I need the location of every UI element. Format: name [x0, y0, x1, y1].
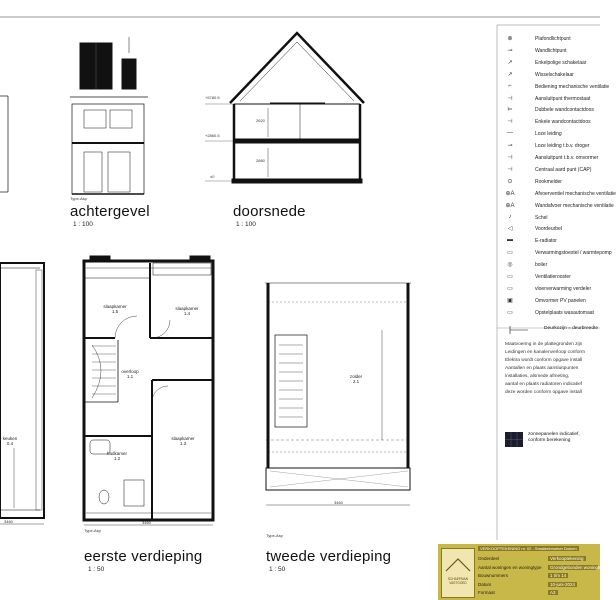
- legend-symbol-icon: ◎: [507, 262, 513, 269]
- left-floorplan-fragment: [0, 263, 44, 524]
- legend-item-label: Enkele wandcontactdoos: [535, 119, 591, 126]
- legend-symbol-icon: ⊸: [507, 47, 513, 54]
- legend-note-line: installaties, alsmede afmeting,: [505, 374, 570, 379]
- room-slaapkamer-1-3: slaapkamer 1.3: [171, 436, 195, 446]
- legend-item-label: Opstelplaats wasautomaat: [535, 309, 594, 316]
- legend-symbol-icon: ⊣: [507, 166, 513, 173]
- legend-item-label: Voordeurbel: [535, 226, 562, 233]
- legend-item-label: Verwarmingstoestel / warmtepomp: [535, 250, 612, 257]
- legend-item-label: Bediening mechanische ventilatie: [535, 83, 610, 90]
- achtergevel-type-label: Type-Asp: [70, 196, 87, 201]
- title-block-header: VERKOOPTEKENING nr. 02 - Smallenbroeker Duinen: [480, 546, 577, 551]
- room-keuken-no: 0.4: [6, 441, 14, 446]
- achtergevel-drawing: [70, 37, 148, 194]
- legend-item-label: Aansluitpunt t.b.v. omvormer: [535, 155, 599, 161]
- legend-symbol-icon: ⊕A: [505, 202, 515, 209]
- room-slaapkamer-1-5: slaapkamer 1.5: [103, 304, 127, 314]
- legend-note-line: Maatvoering in de plattegronden zijn: [505, 342, 583, 347]
- legend-item-label: Ventilatierooster: [535, 274, 571, 280]
- tweede-verdieping-type-label: Type-Asp: [266, 533, 283, 538]
- eerste-verdieping-drawing: [84, 256, 213, 525]
- legend-symbol-icon: ▭: [507, 250, 513, 257]
- title-block-value: 10-juni-2024: [550, 581, 576, 587]
- legend-symbol-icon: ⊣: [507, 119, 513, 126]
- tweede-verdieping-dim: 3460: [334, 500, 343, 505]
- legend-symbol-icon: ↗: [507, 71, 513, 78]
- legend-item-label: Rookmelder: [535, 178, 562, 185]
- title-block-label: Onderdeel: [478, 556, 500, 561]
- legend-item-label: Loze leiding: [535, 131, 562, 138]
- title-block: [438, 544, 604, 600]
- doorsnede-dim-lower: 2860: [256, 158, 265, 163]
- legend-symbol-icon: ⊸: [507, 143, 513, 150]
- legend-item-label: Loze leiding t.b.v. droger: [535, 143, 590, 150]
- left-elevation-fragment: [0, 96, 8, 192]
- legend-item-label: Wandlichtpunt: [535, 47, 567, 54]
- eerste-verdieping-dim: 3460: [142, 520, 151, 525]
- legend-symbol-icon: ▭: [507, 274, 513, 280]
- eerste-verdieping-scale: 1 : 50: [88, 566, 105, 573]
- legend-symbol-icon: ▭: [507, 309, 513, 316]
- legend-item-label: Omvormer PV panelen: [535, 297, 586, 304]
- room-zolder-2-1: zolder 2.1: [349, 374, 363, 384]
- legend-item-label: Dubbele wandcontactdoos: [535, 107, 594, 114]
- legend-note-line: Aantallen en plaats aansluitpunten: [505, 366, 579, 371]
- legend-note-line: Elektra wordt conform opgave install: [505, 358, 583, 363]
- legend-item-label: Aansluitpunt thermostaat: [535, 95, 591, 102]
- room-keuken: [0, 436, 20, 446]
- legend-item-label: Centraal aard punt (CAP): [535, 166, 592, 173]
- legend-note-line: deze worden conform opgave install: [505, 390, 582, 395]
- doorsnede-level-top: +5780.5: [205, 95, 220, 100]
- legend-symbol-icon: ⊙: [507, 178, 513, 185]
- legend-item-label: Wandafvoer mechanische ventilatie: [535, 202, 614, 209]
- title-block-value: Grondgebonden woningen: [550, 564, 604, 570]
- legend-note-line: aantal en plaats radiatoren indicatief: [505, 382, 583, 387]
- title-block-value: 1 t/m 14: [550, 573, 567, 578]
- legend-symbol-icon: ↗: [507, 59, 513, 66]
- logo-text: SCHAEPMAN VASTGOED: [447, 577, 469, 585]
- room-slaapkamer-1-4: slaapkamer 1.4: [175, 306, 199, 316]
- doorsnede-title: doorsnede: [233, 203, 306, 220]
- doorsnede-dim-upper: 2620: [256, 118, 265, 123]
- room-badkamer-1-2: badkamer 1.2: [106, 451, 127, 461]
- legend-symbol-icon: ♪: [508, 213, 512, 220]
- legend-symbol-icon: ⊨: [507, 107, 513, 114]
- room-keuken-name: keuken: [2, 436, 18, 441]
- company-logo: [441, 548, 475, 598]
- doorsnede-scale: 1 : 100: [236, 221, 256, 228]
- legend-item-label: vloerverwarming verdeler: [535, 285, 592, 292]
- title-block-value: Verkooptekening: [550, 556, 584, 561]
- achtergevel-scale: 1 : 100: [73, 221, 93, 228]
- legend-item-label: Afvoerventiel mechanische ventilatie: [535, 190, 616, 197]
- doorsnede-level-bottom: ±0: [210, 174, 215, 179]
- title-block-value: A3: [550, 590, 556, 595]
- legend-item-label: E-radiator: [535, 238, 557, 245]
- achtergevel-title: achtergevel: [70, 203, 150, 220]
- title-block-label: Datum: [478, 581, 492, 587]
- legend-item-label: Plafondlichtpunt: [535, 36, 571, 42]
- legend-symbol-icon: ⊣: [507, 155, 513, 161]
- title-block-label: Formaat: [478, 590, 495, 595]
- legend-note-line: Leidingen en kanalenverloop conform: [505, 350, 586, 355]
- doorsnede-level-mid: +2860.5: [205, 133, 220, 138]
- legend-symbol-icon: ◁: [507, 226, 513, 233]
- eerste-verdieping-title: eerste verdieping: [84, 548, 203, 565]
- tweede-verdieping-title: tweede verdieping: [266, 548, 392, 565]
- legend-item-label: Schel: [535, 214, 548, 221]
- legend-symbol-icon: ⊣: [507, 95, 513, 102]
- tweede-verdieping-drawing: [265, 283, 411, 505]
- legend-item-label: Wisselschakelaar: [535, 71, 574, 78]
- legend-item-label: boiler: [535, 262, 548, 269]
- legend-symbol-icon: ▭: [507, 285, 513, 292]
- legend-item-label: Enkelpolige schakelaar: [535, 59, 587, 66]
- room-overloop-1-1: overloop 1.1: [121, 369, 139, 379]
- legend-symbol-icon: ▬: [507, 237, 513, 244]
- solar-note: zonnepanelen indicatief, conform berekening: [528, 432, 580, 443]
- legend-symbol-icon: ⌐: [508, 82, 512, 89]
- title-block-label: Aantal woningen en woningtype: [478, 564, 542, 570]
- legend-door-label: Deurkozijn = deurbreedte: [544, 326, 598, 331]
- eerste-verdieping-type-label: Type-Asp: [84, 528, 101, 533]
- left-fragment-dim: 3460: [4, 519, 13, 524]
- legend-symbol-icon: ⊗: [507, 36, 513, 42]
- title-block-label: Bouwnummers: [478, 573, 509, 578]
- doorsnede-drawing: [205, 33, 364, 183]
- legend-symbol-icon: ▣: [507, 297, 513, 304]
- legend-symbol-icon: —: [507, 130, 513, 137]
- tweede-verdieping-scale: 1 : 50: [269, 566, 286, 573]
- legend-symbol-icon: ⊕A: [505, 190, 515, 197]
